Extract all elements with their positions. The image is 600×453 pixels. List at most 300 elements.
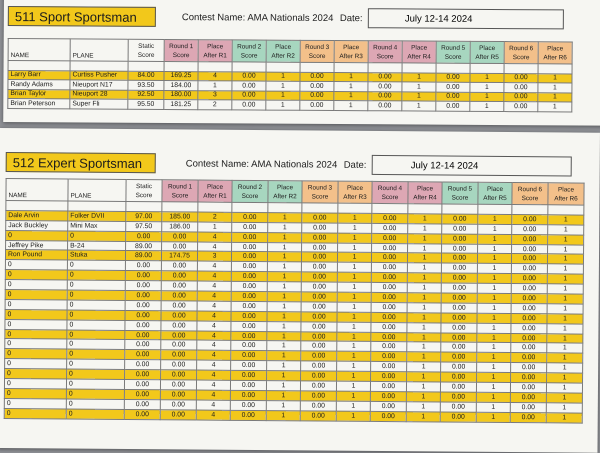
cell-r4: 0.00 — [371, 332, 407, 342]
col-header-round-5-score-line: Score — [444, 53, 462, 61]
cell-r4: 0.00 — [368, 72, 402, 82]
cell-static: 97.50 — [126, 221, 162, 231]
cell-r5: 0.00 — [441, 253, 477, 263]
cell-r1 — [164, 61, 198, 71]
cell-p4: 1 — [402, 72, 436, 82]
cell-r1: 0.00 — [161, 340, 197, 350]
cell-r1: 0.00 — [161, 291, 197, 301]
cell-p5: 1 — [477, 313, 511, 323]
col-header-round-2-score — [232, 180, 268, 202]
cell-static: 92.50 — [128, 90, 164, 100]
contest-name-label: Contest Name: AMA Nationals 2024 — [181, 11, 334, 24]
cell-p3: 1 — [336, 381, 370, 391]
cell-r2: 0.00 — [231, 281, 267, 291]
cell-r5: 0.00 — [440, 392, 476, 402]
cell-p2: 1 — [267, 311, 301, 321]
cell-name: 0 — [5, 260, 67, 270]
col-header-place-after-r5 — [470, 41, 504, 63]
cell-static: 89.00 — [126, 241, 162, 251]
cell-p3: 1 — [334, 101, 368, 111]
cell-r2: 0.00 — [232, 81, 266, 91]
cell-p5: 1 — [477, 273, 511, 283]
col-header-place-after-r5-line: Place — [479, 44, 496, 52]
cell-name: 0 — [5, 299, 67, 309]
cell-p2: 1 — [267, 321, 301, 331]
cell-p3: 1 — [337, 272, 371, 282]
cell-p4: 1 — [407, 312, 441, 322]
col-header-name: NAME — [8, 39, 70, 61]
cell-r1: 0.00 — [160, 400, 196, 410]
cell-r6: 0.00 — [511, 333, 547, 343]
cell-plane: 0 — [66, 389, 124, 399]
cell-r5: 0.00 — [436, 92, 470, 102]
cell-r3: 0.00 — [301, 262, 337, 272]
cell-r6: 0.00 — [511, 294, 547, 304]
cell-r3: 0.00 — [301, 371, 337, 381]
cell-plane: 0 — [67, 310, 125, 320]
cell-r4: 0.00 — [370, 391, 406, 401]
col-header-name: NAME — [6, 179, 68, 201]
cell-p3: 1 — [337, 361, 371, 371]
cell-static: 0.00 — [125, 271, 161, 281]
cell-r3: 0.00 — [300, 72, 334, 82]
cell-p5: 1 — [470, 92, 504, 102]
cell-p4: 1 — [408, 243, 442, 253]
cell-r5: 0.00 — [441, 283, 477, 293]
cell-r2: 0.00 — [231, 262, 267, 272]
cell-name: Jack Buckley — [6, 220, 68, 230]
cell-r1: 0.00 — [160, 409, 196, 419]
cell-r5: 0.00 — [441, 362, 477, 372]
col-header-round-6-score-line: Score — [512, 53, 530, 61]
col-header-place-after-r1-line: After R1 — [203, 192, 227, 200]
cell-r1: 0.00 — [161, 261, 197, 271]
cell-static: 0.00 — [125, 261, 161, 271]
cell-p2: 1 — [267, 262, 301, 272]
cell-r6: 0.00 — [510, 392, 546, 402]
sheet-title: 511 Sport Sportsman — [8, 6, 156, 27]
cell-p3: 1 — [338, 213, 372, 223]
cell-name: 0 — [4, 388, 66, 398]
cell-p3: 1 — [337, 312, 371, 322]
cell-name: Randy Adams — [8, 80, 70, 90]
cell-name: Brian Peterson — [8, 99, 70, 109]
col-header-place-after-r3 — [334, 41, 368, 63]
cell-p5: 1 — [476, 382, 510, 392]
cell-p4: 1 — [402, 82, 436, 92]
cell-r1: 169.25 — [164, 71, 198, 81]
cell-r4: 0.00 — [371, 342, 407, 352]
cell-r3 — [300, 62, 334, 72]
cell-static: 0.00 — [125, 370, 161, 380]
date-value-box — [368, 8, 564, 29]
cell-p1: 4 — [197, 321, 231, 331]
cell-plane: 0 — [67, 300, 125, 310]
cell-p4: 1 — [406, 402, 440, 412]
col-header-round-5-score-line: Round 5 — [447, 185, 473, 193]
cell-static: 0.00 — [125, 310, 161, 320]
cell-p4: 1 — [407, 352, 441, 362]
cell-p1: 4 — [197, 331, 231, 341]
col-header-place-after-r5-line: After R5 — [483, 194, 507, 202]
col-header-place-after-r4-line: After R4 — [413, 193, 437, 201]
cell-r1: 0.00 — [161, 271, 197, 281]
cell-plane: 0 — [67, 270, 125, 280]
cell-r6: 0.00 — [511, 323, 547, 333]
cell-r5: 0.00 — [436, 101, 470, 111]
cell-static — [126, 201, 162, 211]
cell-r4: 0.00 — [368, 82, 402, 92]
contest-name-label: Contest Name: AMA Nationals 2024 — [185, 157, 338, 171]
cell-r2: 0.00 — [231, 361, 267, 371]
cell-p3: 1 — [337, 352, 371, 362]
cell-p4: 1 — [407, 322, 441, 332]
cell-plane: Mini Max — [68, 221, 126, 231]
cell-r5: 0.00 — [441, 372, 477, 382]
cell-static: 0.00 — [125, 330, 161, 340]
scoresheet-512 — [0, 128, 600, 453]
cell-r6: 0.00 — [504, 102, 538, 112]
cell-plane: Nieuport 28 — [70, 89, 128, 99]
cell-p3: 1 — [337, 253, 371, 263]
cell-p2: 1 — [267, 272, 301, 282]
cell-name: 0 — [5, 290, 67, 300]
cell-r4: 0.00 — [370, 411, 406, 421]
col-header-round-4-score-line: Round 4 — [373, 43, 398, 51]
cell-r3: 0.00 — [301, 282, 337, 292]
cell-p6: 1 — [546, 383, 582, 393]
cell-p2: 1 — [266, 391, 300, 401]
cell-p6: 1 — [546, 413, 582, 423]
cell-r3: 0.00 — [300, 381, 336, 391]
cell-p1: 4 — [197, 301, 231, 311]
col-header-place-after-r6 — [538, 42, 572, 64]
cell-p4: 1 — [402, 91, 436, 101]
cell-r1: 0.00 — [161, 281, 197, 291]
col-header-static — [126, 179, 162, 201]
col-header-round-4-score — [368, 41, 402, 63]
cell-p2: 1 — [267, 292, 301, 302]
cell-static: 89.00 — [125, 251, 161, 261]
cell-r2: 0.00 — [231, 301, 267, 311]
cell-plane: Folker DVII — [68, 211, 126, 221]
cell-r6: 0.00 — [511, 353, 547, 363]
col-header-round-3-score-line: Score — [311, 192, 329, 201]
cell-plane: 0 — [66, 399, 124, 409]
cell-p5: 1 — [477, 372, 511, 382]
cell-r4 — [372, 203, 408, 213]
cell-r4: 0.00 — [371, 263, 407, 273]
cell-r2: 0.00 — [231, 291, 267, 301]
cell-p1: 4 — [197, 370, 231, 380]
cell-p2: 1 — [267, 252, 301, 262]
cell-name: 0 — [4, 408, 66, 418]
cell-r3: 0.00 — [301, 312, 337, 322]
cell-r1 — [162, 202, 198, 212]
cell-r6: 0.00 — [510, 383, 546, 393]
cell-p1: 4 — [196, 410, 230, 420]
cell-p2: 1 — [266, 72, 300, 82]
cell-r5: 0.00 — [436, 82, 470, 92]
cell-name: Ron Pound — [5, 250, 67, 260]
cell-p6: 1 — [547, 264, 583, 274]
cell-p6: 1 — [546, 393, 582, 403]
col-header-place-after-r2-line: Place — [277, 183, 294, 191]
cell-r4: 0.00 — [371, 273, 407, 283]
cell-r5: 0.00 — [442, 234, 478, 244]
col-header-round-2-score-line: Score — [241, 192, 259, 200]
cell-p6: 1 — [547, 294, 583, 304]
col-header-place-after-r4-line: After R4 — [407, 52, 431, 61]
cell-p3: 1 — [338, 223, 372, 233]
cell-r3: 0.00 — [302, 213, 338, 223]
cell-p5: 1 — [478, 234, 512, 244]
cell-p3: 1 — [337, 342, 371, 352]
cell-p1: 4 — [197, 311, 231, 321]
cell-r5: 0.00 — [441, 352, 477, 362]
cell-p3: 1 — [334, 72, 368, 82]
cell-name: 0 — [5, 280, 67, 290]
cell-static: 0.00 — [124, 389, 160, 399]
col-header-place-after-r2 — [268, 181, 302, 203]
cell-p4: 1 — [407, 332, 441, 342]
cell-p6: 1 — [547, 363, 583, 373]
cell-plane: Nieuport N17 — [70, 80, 128, 90]
cell-name — [8, 61, 70, 71]
cell-p2 — [268, 203, 302, 213]
cell-p5: 1 — [476, 392, 510, 402]
cell-r2: 0.00 — [230, 410, 266, 420]
cell-r4: 0.00 — [371, 283, 407, 293]
cell-p2: 1 — [266, 410, 300, 420]
cell-p2 — [266, 62, 300, 72]
cell-r2: 0.00 — [232, 222, 268, 232]
cell-p1: 4 — [198, 232, 232, 242]
cell-name: 0 — [5, 309, 67, 319]
cell-r6: 0.00 — [512, 224, 548, 234]
cell-r5: 0.00 — [442, 244, 478, 254]
col-header-place-after-r3-line: After R3 — [339, 52, 363, 60]
cell-r4: 0.00 — [371, 372, 407, 382]
col-header-place-after-r6-line: After R6 — [554, 194, 578, 203]
cell-r4: 0.00 — [372, 213, 408, 223]
cell-p3: 1 — [336, 391, 370, 401]
cell-static — [128, 61, 164, 71]
col-header-static-line: Score — [137, 51, 155, 59]
cell-p3: 1 — [336, 411, 370, 421]
col-header-place-after-r2-line: After R2 — [273, 192, 297, 200]
cell-r4: 0.00 — [370, 381, 406, 391]
cell-p1: 4 — [196, 400, 230, 410]
cell-p4: 1 — [407, 303, 441, 313]
cell-r1: 0.00 — [162, 231, 198, 241]
cell-p2: 1 — [267, 351, 301, 361]
cell-p3: 1 — [334, 82, 368, 92]
cell-p1: 4 — [197, 360, 231, 370]
cell-r5: 0.00 — [440, 402, 476, 412]
cell-r6: 0.00 — [511, 303, 547, 313]
cell-name: Larry Barr — [8, 70, 70, 80]
cell-r1: 186.00 — [162, 222, 198, 232]
col-header-static-line: Score — [135, 191, 153, 199]
cell-static: 0.00 — [124, 409, 160, 419]
cell-r6: 0.00 — [511, 264, 547, 274]
cell-p1: 3 — [197, 252, 231, 262]
cell-r5 — [442, 204, 478, 214]
cell-p1: 4 — [197, 341, 231, 351]
cell-r6: 0.00 — [511, 373, 547, 383]
cell-p2: 1 — [266, 381, 300, 391]
cell-name: 0 — [6, 230, 68, 240]
cell-p1 — [198, 202, 232, 212]
col-header-round-1-score — [164, 39, 198, 61]
col-header-round-6-score — [504, 42, 538, 64]
cell-p5 — [478, 204, 512, 214]
col-header-round-3-score-line: Round 3 — [307, 183, 333, 192]
cell-p6: 1 — [548, 215, 584, 225]
cell-r4: 0.00 — [371, 322, 407, 332]
cell-p3: 1 — [338, 243, 372, 253]
cell-r3: 0.00 — [301, 252, 337, 262]
header-row — [8, 39, 572, 64]
cell-r6: 0.00 — [510, 412, 546, 422]
cell-r2: 0.00 — [230, 380, 266, 390]
col-header-place-after-r6 — [548, 183, 584, 205]
cell-static: 0.00 — [125, 360, 161, 370]
cell-r5: 0.00 — [441, 333, 477, 343]
cell-p2: 1 — [267, 341, 301, 351]
cell-static: 95.50 — [128, 99, 164, 109]
cell-name: 0 — [5, 369, 67, 379]
cell-r1: 0.00 — [162, 241, 198, 251]
col-header-round-1-score — [162, 180, 198, 202]
cell-p1: 3 — [198, 90, 232, 100]
col-header-place-after-r6-line: Place — [547, 44, 564, 52]
cell-p6: 1 — [548, 234, 584, 244]
cell-r2: 0.00 — [232, 100, 266, 110]
cell-r3: 0.00 — [301, 302, 337, 312]
cell-r3: 0.00 — [301, 341, 337, 351]
cell-p4: 1 — [408, 223, 442, 233]
results-table — [4, 178, 585, 423]
cell-r2: 0.00 — [231, 272, 267, 282]
cell-p2: 1 — [267, 361, 301, 371]
cell-p4: 1 — [407, 342, 441, 352]
cell-static: 0.00 — [125, 300, 161, 310]
cell-r5: 0.00 — [441, 342, 477, 352]
col-header-round-3-score — [300, 40, 334, 62]
cell-p6: 1 — [546, 403, 582, 413]
col-header-round-6-score-line: Score — [521, 194, 539, 202]
cell-r2: 0.00 — [231, 311, 267, 321]
cell-p4: 1 — [407, 263, 441, 273]
col-header-round-2-score-line: Round 2 — [237, 183, 263, 191]
cell-r2: 0.00 — [231, 341, 267, 351]
cell-p5: 1 — [477, 353, 511, 363]
cell-p5: 1 — [478, 214, 512, 224]
cell-p6: 1 — [547, 314, 583, 324]
cell-r1: 185.00 — [162, 212, 198, 222]
cell-r2: 0.00 — [231, 252, 267, 262]
cell-p5: 1 — [478, 224, 512, 234]
cell-r6: 0.00 — [511, 254, 547, 264]
cell-p1: 2 — [198, 100, 232, 110]
cell-r6: 0.00 — [512, 234, 548, 244]
cell-r3: 0.00 — [301, 331, 337, 341]
col-header-round-5-score — [436, 41, 470, 63]
cell-p2: 1 — [268, 212, 302, 222]
cell-name: 0 — [5, 359, 67, 369]
cell-p6: 1 — [548, 244, 584, 254]
col-header-plane: PLANE — [68, 179, 126, 201]
cell-r1: 0.00 — [161, 370, 197, 380]
cell-r6 — [504, 64, 538, 74]
col-header-round-5-score-line: Round 5 — [441, 44, 466, 52]
cell-p5: 1 — [470, 101, 504, 111]
cell-p3: 1 — [334, 91, 368, 101]
cell-r6: 0.00 — [511, 274, 547, 284]
cell-name: 0 — [5, 319, 67, 329]
cell-r3: 0.00 — [300, 91, 334, 101]
cell-r6: 0.00 — [512, 244, 548, 254]
cell-p4: 1 — [408, 214, 442, 224]
col-header-round-4-score-line: Score — [376, 52, 394, 60]
cell-r2: 0.00 — [232, 71, 266, 81]
cell-r4: 0.00 — [371, 312, 407, 322]
cell-p2: 1 — [268, 222, 302, 232]
cell-r2: 0.00 — [230, 390, 266, 400]
cell-p5: 1 — [477, 264, 511, 274]
cell-p3: 1 — [337, 292, 371, 302]
cell-r2 — [232, 202, 268, 212]
col-header-plane: PLANE — [70, 39, 128, 61]
cell-name: 0 — [4, 379, 66, 389]
cell-plane: 0 — [67, 359, 125, 369]
cell-p1: 4 — [196, 380, 230, 390]
cell-r5: 0.00 — [442, 224, 478, 234]
cell-p1: 4 — [198, 242, 232, 252]
cell-r1: 0.00 — [160, 380, 196, 390]
cell-r3: 0.00 — [300, 391, 336, 401]
cell-plane: 0 — [67, 260, 125, 270]
cell-p2: 1 — [267, 331, 301, 341]
cell-plane: 0 — [67, 290, 125, 300]
col-header-place-after-r2 — [266, 40, 300, 62]
cell-p4: 1 — [406, 392, 440, 402]
cell-r4: 0.00 — [372, 243, 408, 253]
cell-r5: 0.00 — [441, 263, 477, 273]
col-header-place-after-r5-line: After R5 — [475, 53, 499, 61]
date-value-box — [372, 155, 572, 177]
cell-r3: 0.00 — [300, 401, 336, 411]
cell-p5 — [470, 63, 504, 73]
date-label: Date: — [343, 159, 367, 171]
cell-r4: 0.00 — [371, 253, 407, 263]
cell-name: 0 — [4, 398, 66, 408]
col-header-round-3-score — [302, 181, 338, 203]
cell-r2 — [232, 62, 266, 72]
cell-r1: 0.00 — [160, 390, 196, 400]
cell-static: 97.00 — [126, 211, 162, 221]
cell-p3: 1 — [338, 233, 372, 243]
cell-static: 0.00 — [125, 291, 161, 301]
cell-static: 0.00 — [125, 350, 161, 360]
cell-name: Dale Arvin — [6, 210, 68, 220]
sheet-title: 512 Expert Sportsman — [6, 152, 156, 173]
col-header-round-1-score-line: Score — [172, 51, 190, 59]
cell-p6: 1 — [538, 83, 572, 93]
cell-r5: 0.00 — [440, 382, 476, 392]
